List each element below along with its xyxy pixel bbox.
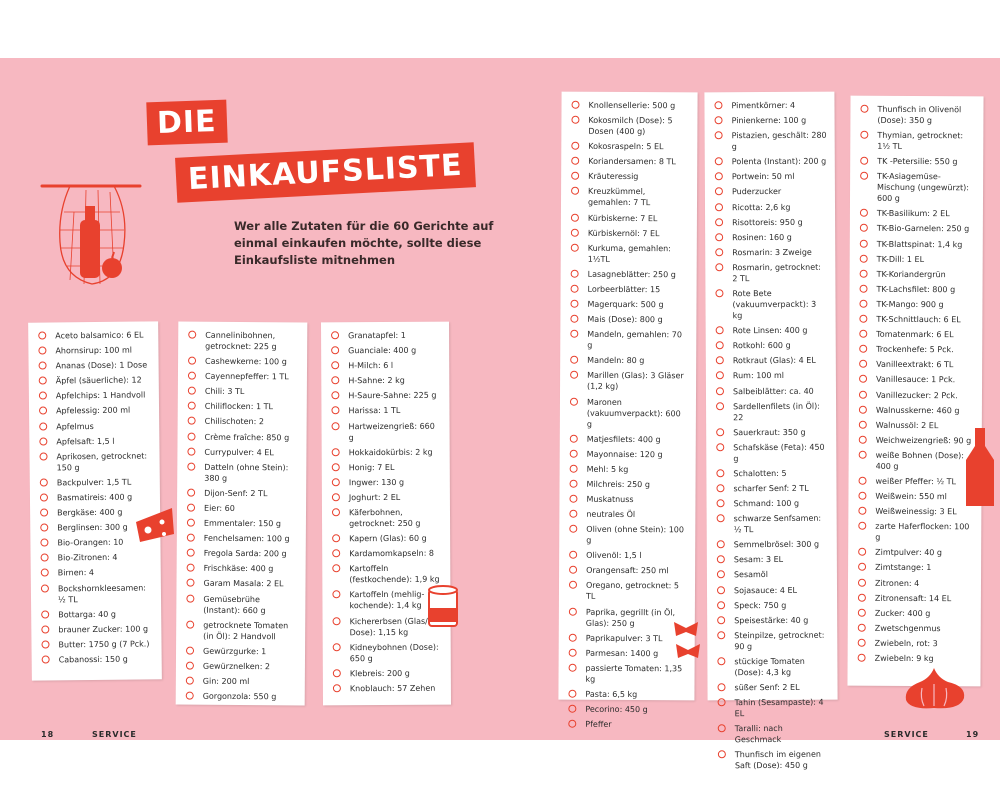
list-item: Muskatnuss xyxy=(569,494,687,506)
list-item: Vanilleextrakt: 6 TL xyxy=(859,359,974,371)
bottle-illustration xyxy=(960,428,1000,508)
list-item: Bio-Orangen: 10 xyxy=(40,537,152,549)
list-item: H-Sahne: 2 kg xyxy=(331,375,441,387)
list-item: TK-Schnittlauch: 6 EL xyxy=(859,314,974,326)
shopping-list xyxy=(331,330,443,694)
list-item: Parmesan: 1400 g xyxy=(569,647,687,659)
list-item: Thunfisch in Olivenöl (Dose): 350 g xyxy=(860,104,975,127)
list-item: süßer Senf: 2 EL xyxy=(717,682,829,694)
footer-label-left: SERVICE xyxy=(92,730,137,739)
list-item: Sojasauce: 4 EL xyxy=(717,584,829,596)
list-item: Apfelmus xyxy=(39,420,151,432)
list-item: Rosmarin: 3 Zweige xyxy=(715,247,827,259)
list-item: Hokkaidokürbis: 2 kg xyxy=(332,446,442,458)
list-item: Paprikapulver: 3 TL xyxy=(569,632,687,644)
list-item: Eier: 60 xyxy=(187,503,298,515)
list-item: Pasta: 6,5 kg xyxy=(568,689,686,701)
list-item: scharfer Senf: 2 TL xyxy=(716,483,828,495)
list-item: TK-Lachsfilet: 800 g xyxy=(860,284,975,296)
list-item: stückige Tomaten (Dose): 4,3 kg xyxy=(717,656,829,679)
list-item: TK-Dill: 1 EL xyxy=(860,253,975,265)
list-item: Kürbiskernöl: 7 EL xyxy=(571,227,689,239)
list-item: Taralli: nach Geschmack xyxy=(718,723,830,746)
list-item: Puderzucker xyxy=(715,186,827,198)
shopping-list-card-c-g xyxy=(176,322,308,706)
list-item: Klebreis: 200 g xyxy=(333,667,443,679)
list-item: Emmentaler: 150 g xyxy=(187,518,298,530)
footer-label-right: SERVICE xyxy=(884,730,929,739)
list-item: Bottarga: 40 g xyxy=(41,608,153,620)
shopping-list-card-t-z xyxy=(847,96,983,687)
list-item: Gorgonzola: 550 g xyxy=(186,691,297,703)
list-item: Walnussöl: 2 EL xyxy=(859,419,974,431)
list-item: Mandeln: 80 g xyxy=(570,355,688,367)
list-item: Granatapfel: 1 xyxy=(331,330,441,342)
list-item: Fregola Sarda: 200 g xyxy=(187,548,298,560)
list-item: getrocknete Tomaten (in Öl): 2 Handvoll xyxy=(186,619,297,642)
list-item: neutrales Öl xyxy=(569,509,687,521)
pasta-illustration xyxy=(670,618,710,664)
page-number-left: 18 xyxy=(41,730,55,739)
list-item: Cannelinibohnen, getrocknet: 225 g xyxy=(188,330,299,353)
list-item: Pfeffer xyxy=(568,719,686,731)
list-item: Kidneybohnen (Dose): 650 g xyxy=(333,641,443,664)
list-item: Mehl: 5 kg xyxy=(570,463,688,475)
list-item: Thunfisch im eigenen Saft (Dose): 450 g xyxy=(718,749,830,772)
list-item: Milchreis: 250 g xyxy=(570,479,688,491)
list-item: Dijon-Senf: 2 TL xyxy=(187,487,298,499)
list-item: Kreuzkümmel, gemahlen: 7 TL xyxy=(571,186,689,209)
list-item: TK -Petersilie: 550 g xyxy=(860,156,975,168)
list-item: Gemüsebrühe (Instant): 660 g xyxy=(186,593,297,616)
shopping-list-card-p-t xyxy=(704,92,837,771)
list-item: Trockenhefe: 5 Pck. xyxy=(859,344,974,356)
list-item: TK-Bio-Garnelen: 250 g xyxy=(860,223,975,235)
shopping-list-card-a-b-c xyxy=(28,321,162,680)
list-item: Zwetschgenmus xyxy=(858,623,973,635)
list-item: TK-Koriandergrün xyxy=(860,268,975,280)
shopping-list-card-g-k xyxy=(321,322,451,706)
shopping-list xyxy=(858,104,976,665)
list-item: Äpfel (säuerliche): 12 xyxy=(39,375,151,387)
shopping-list-card-k-p xyxy=(558,92,697,730)
list-item: Apfelessig: 200 ml xyxy=(39,405,151,417)
list-item: Kokosmilch (Dose): 5 Dosen (400 g) xyxy=(571,115,689,138)
list-item: Koriandersamen: 8 TL xyxy=(571,156,689,168)
list-item: Semmelbrösel: 300 g xyxy=(717,539,829,551)
list-item: Kürbiskerne: 7 EL xyxy=(571,212,689,224)
list-item: Mandeln, gemahlen: 70 g xyxy=(570,329,688,352)
list-item: Vanillezucker: 2 Pck. xyxy=(859,389,974,401)
title-line-1: DIE xyxy=(146,100,227,146)
shopping-list xyxy=(186,330,300,703)
list-item: Rote Linsen: 400 g xyxy=(716,325,828,337)
shopping-list xyxy=(38,329,154,665)
list-item: Zucker: 400 g xyxy=(858,607,973,619)
list-item: Magerquark: 500 g xyxy=(570,299,688,311)
list-item: Berglinsen: 300 g xyxy=(40,522,152,534)
list-item: TK-Blattspinat: 1,4 kg xyxy=(860,238,975,250)
list-item: Fenchelsamen: 100 g xyxy=(187,533,298,545)
list-item: Joghurt: 2 EL xyxy=(332,492,442,504)
list-item: Bockshornkleesamen: ½ TL xyxy=(41,582,153,605)
list-item: Speisestärke: 40 g xyxy=(717,614,829,626)
list-item: Bergkäse: 400 g xyxy=(40,506,152,518)
list-item: Chili: 3 TL xyxy=(188,386,299,398)
list-item: Sauerkraut: 350 g xyxy=(716,426,828,438)
list-item: Schmand: 100 g xyxy=(717,498,829,510)
list-item: Zwiebeln, rot: 3 xyxy=(858,638,973,650)
list-item: Knoblauch: 57 Zehen xyxy=(333,682,443,694)
list-item: Ahornsirup: 100 ml xyxy=(38,345,150,357)
list-item: TK-Asiagemüse-Mischung (ungewürzt): 600 g xyxy=(860,171,975,205)
list-item: Currypulver: 4 EL xyxy=(187,446,298,458)
list-item: Schalotten: 5 xyxy=(716,468,828,480)
subtitle: Wer alle Zutaten für die 60 Gerichte auf einmal einkaufen möchte, sollte diese Einkaufsliste mitnehmen xyxy=(234,219,494,267)
list-item: Lorbeerblätter: 15 xyxy=(571,284,689,296)
cheese-illustration xyxy=(134,504,176,544)
list-item: Pinienkerne: 100 g xyxy=(715,115,827,127)
list-item: Polenta (Instant): 200 g xyxy=(715,156,827,168)
list-item: Zitronensaft: 14 EL xyxy=(858,592,973,604)
list-item: H-Milch: 6 l xyxy=(331,360,441,372)
list-item: Cashewkerne: 100 g xyxy=(188,356,299,368)
list-item: Portwein: 50 ml xyxy=(715,171,827,183)
list-item: Speck: 750 g xyxy=(717,599,829,611)
list-item: Sesamöl xyxy=(717,569,829,581)
list-item: Zitronen: 4 xyxy=(858,577,973,589)
list-item: Tomatenmark: 6 EL xyxy=(859,329,974,341)
list-item: Pistazien, geschält: 280 g xyxy=(715,130,827,153)
list-item: Apfelsaft: 1,5 l xyxy=(39,435,151,447)
list-item: Kräuteressig xyxy=(571,171,689,183)
list-item: Basmatireis: 400 g xyxy=(40,491,152,503)
list-item: Olivenöl: 1,5 l xyxy=(569,550,687,562)
list-item: Rotkohl: 600 g xyxy=(716,340,828,352)
list-item: Guanciale: 400 g xyxy=(331,345,441,357)
list-item: Paprika, gegrillt (in Öl, Glas): 250 g xyxy=(569,606,687,629)
list-item: Thymian, getrocknet: 1½ TL xyxy=(860,130,975,153)
list-item: Cayennepfeffer: 1 TL xyxy=(188,371,299,383)
list-item: Kapern (Glas): 60 g xyxy=(332,533,442,545)
list-item: Sardellenfilets (in Öl): 22 xyxy=(716,400,828,423)
list-item: Rum: 100 ml xyxy=(716,370,828,382)
list-item: weißer Pfeffer: ½ TL xyxy=(858,476,973,488)
list-item: Harissa: 1 TL xyxy=(331,405,441,417)
list-item: H-Saure-Sahne: 225 g xyxy=(331,390,441,402)
list-item: Rote Bete (vakuumverpackt): 3 kg xyxy=(715,288,827,322)
list-item: Kichererbsen (Glas/ Dose): 1,15 kg xyxy=(333,615,443,638)
list-item: Oliven (ohne Stein): 100 g xyxy=(569,524,687,547)
list-item: Mayonnaise: 120 g xyxy=(570,448,688,460)
list-item: brauner Zucker: 100 g xyxy=(41,623,153,635)
list-item: Zimtstange: 1 xyxy=(858,562,973,574)
list-item: Frischkäse: 400 g xyxy=(187,563,298,575)
list-item: Kartoffeln (festkochende): 1,9 kg xyxy=(332,563,442,586)
list-item: Rosmarin, getrocknet: 2 TL xyxy=(715,262,827,285)
list-item: Chiliflocken: 1 TL xyxy=(188,401,299,413)
list-item: Ananas (Dose): 1 Dose xyxy=(39,360,151,372)
list-item: TK-Mango: 900 g xyxy=(859,299,974,311)
list-item: Walnusskerne: 460 g xyxy=(859,404,974,416)
list-item: Zimtpulver: 40 g xyxy=(858,547,973,559)
list-item: Chilischoten: 2 xyxy=(188,416,299,428)
list-item: Käferbohnen, getrocknet: 250 g xyxy=(332,507,442,530)
list-item: Kardamomkapseln: 8 xyxy=(332,548,442,560)
list-item: Gewürznelken: 2 xyxy=(186,660,297,672)
list-item: Matjesfilets: 400 g xyxy=(570,433,688,445)
list-item: Risottoreis: 950 g xyxy=(715,216,827,228)
list-item: Schafskäse (Feta): 450 g xyxy=(716,441,828,464)
list-item: Birnen: 4 xyxy=(41,567,153,579)
list-item: Kartoffeln (mehlig-kochende): 1,4 kg xyxy=(332,589,442,612)
list-item: Backpulver: 1,5 TL xyxy=(40,476,152,488)
list-item: Gewürzgurke: 1 xyxy=(186,645,297,657)
title-line-2: EINKAUFSLISTE xyxy=(175,142,476,203)
list-item: TK-Basilikum: 2 EL xyxy=(860,208,975,220)
list-item: Vanillesauce: 1 Pck. xyxy=(859,374,974,386)
list-item: Salbeiblätter: ca. 40 xyxy=(716,385,828,397)
list-item: Tahin (Sesampaste): 4 EL xyxy=(718,697,830,720)
list-item: Hartweizengrieß: 660 g xyxy=(332,420,442,443)
list-item: Ingwer: 130 g xyxy=(332,477,442,489)
list-item: Orangensaft: 250 ml xyxy=(569,565,687,577)
list-item: Aceto balsamico: 6 EL xyxy=(38,329,150,341)
list-item: Pecorino: 450 g xyxy=(568,704,686,716)
list-item: Oregano, getrocknet: 5 TL xyxy=(569,580,687,603)
list-item: Garam Masala: 2 EL xyxy=(186,578,297,590)
list-item: Weißweinessig: 3 EL xyxy=(858,506,973,518)
list-item: zarte Haferflocken: 100 g xyxy=(858,521,973,544)
onion-illustration xyxy=(900,664,970,710)
list-item: Cabanossi: 150 g xyxy=(42,653,154,665)
list-item: Kurkuma, gemahlen: 1½TL xyxy=(571,242,689,265)
list-item: Steinpilze, getrocknet: 90 g xyxy=(717,630,829,653)
net-bag-illustration xyxy=(40,172,144,294)
list-item: Rosinen: 160 g xyxy=(715,231,827,243)
list-item: Weißwein: 550 ml xyxy=(858,491,973,503)
list-item: Sesam: 3 EL xyxy=(717,554,829,566)
list-item: Honig: 7 EL xyxy=(332,461,442,473)
list-item: Pimentkörner: 4 xyxy=(714,100,826,112)
list-item: Maronen (vakuumverpackt): 600 g xyxy=(570,396,688,430)
list-item: Crème fraîche: 850 g xyxy=(187,431,298,443)
list-item: schwarze Senfsamen: ½ TL xyxy=(717,513,829,536)
list-item: Gin: 200 ml xyxy=(186,675,297,687)
list-item: Knollensellerie: 500 g xyxy=(571,100,689,112)
list-item: Ricotta: 2,6 kg xyxy=(715,201,827,213)
list-item: Bio-Zitronen: 4 xyxy=(41,552,153,564)
list-item: Kokosraspeln: 5 EL xyxy=(571,141,689,153)
shopping-list xyxy=(714,100,830,772)
list-item: Butter: 1750 g (7 Pck.) xyxy=(41,638,153,650)
page-number-right: 19 xyxy=(966,730,980,739)
list-item: Marillen (Glas): 3 Gläser (1,2 kg) xyxy=(570,370,688,393)
list-item: passierte Tomaten: 1,35 kg xyxy=(568,663,686,686)
list-item: Rotkraut (Glas): 4 EL xyxy=(716,355,828,367)
list-item: Zwiebeln: 9 kg xyxy=(858,653,973,665)
list-item: Apfelchips: 1 Handvoll xyxy=(39,390,151,402)
list-item: Mais (Dose): 800 g xyxy=(570,314,688,326)
list-item: Lasagneblätter: 250 g xyxy=(571,269,689,281)
tin-can-illustration xyxy=(426,584,462,630)
list-item: Aprikosen, getrocknet: 150 g xyxy=(39,450,151,473)
list-item: Datteln (ohne Stein): 380 g xyxy=(187,461,298,484)
list-item: Weichweizengrieß: 90 g xyxy=(859,434,974,446)
list-item: weiße Bohnen (Dose): 400 g xyxy=(859,450,974,473)
